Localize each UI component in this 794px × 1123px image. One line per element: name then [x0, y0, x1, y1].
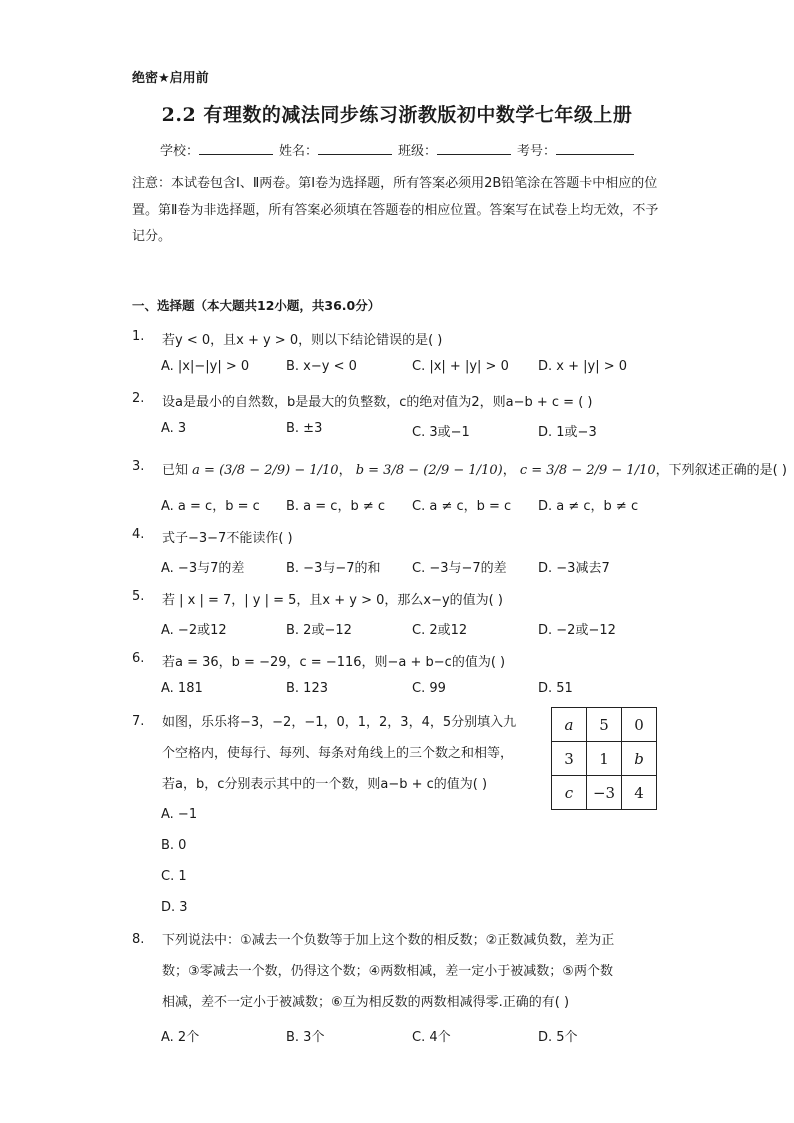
class-label: 班级：	[398, 144, 438, 159]
class-blank[interactable]	[437, 142, 511, 155]
option-b[interactable]: B. 3个	[286, 1030, 325, 1045]
option-b[interactable]: B. 0	[161, 838, 187, 853]
option-b[interactable]: B. ±3	[286, 421, 323, 436]
option-a[interactable]: A. −2或12	[161, 623, 227, 638]
option-c[interactable]: C. 99	[412, 681, 446, 696]
option-b[interactable]: B. a = c，b ≠ c	[286, 499, 386, 514]
exam-no-blank[interactable]	[556, 142, 634, 155]
question-stem: 已知 a = (3/8 − 2/9) − 1/10， b = 3/8 − (2/9 − 1/10)， c = 3/8 − 2/9 − 1/10，下列叙述正确的是( )	[162, 463, 787, 478]
stem-prefix: 已知	[162, 463, 189, 478]
question-7-stem	[162, 707, 516, 800]
option-c[interactable]: C. a ≠ c，b = c	[412, 499, 512, 514]
grid-cell: 1	[587, 742, 622, 776]
grid-cell: 3	[552, 742, 587, 776]
option-a[interactable]: A. −1	[161, 807, 198, 822]
question-stem: 设a是最小的自然数，b是最大的负整数，c的绝对值为2，则a−b + c = ( )	[162, 395, 593, 410]
name-blank[interactable]	[318, 142, 392, 155]
question-number: 1.	[132, 329, 145, 344]
grid-cell: a	[552, 708, 587, 742]
question-number: 4.	[132, 527, 145, 542]
option-b[interactable]: B. 123	[286, 681, 328, 696]
option-b[interactable]: B. 2或−12	[286, 623, 352, 638]
option-d[interactable]: D. −2或−12	[538, 623, 616, 638]
stem-line-2: 个空格内，使每行、每列、每条对角线上的三个数之和相等，	[162, 746, 514, 761]
formula-b: b = 3/8 − (2/9 − 1/10)	[355, 463, 503, 478]
option-c[interactable]: C. 4个	[412, 1030, 451, 1045]
student-info-line	[160, 140, 640, 159]
question-8-stem	[162, 925, 614, 1018]
option-b[interactable]: B. x−y < 0	[286, 359, 357, 374]
question-stem: 若 | x | = 7，| y | = 5，且x + y > 0，那么x−y的值为( )	[162, 593, 503, 608]
option-a[interactable]: A. −3与7的差	[161, 561, 245, 576]
grid-cell: 0	[622, 708, 657, 742]
question-number: 8.	[132, 932, 145, 947]
option-a[interactable]: A. a = c，b = c	[161, 499, 260, 514]
magic-square-grid	[551, 707, 657, 810]
option-c[interactable]: C. |x| + |y| > 0	[412, 359, 509, 374]
secret-label: 绝密★启用前	[132, 71, 209, 86]
option-c[interactable]: C. −3与−7的差	[412, 561, 507, 576]
option-a[interactable]: A. 2个	[161, 1030, 200, 1045]
question-stem: 若y < 0，且x + y > 0，则以下结论错误的是( )	[162, 333, 443, 348]
option-d[interactable]: D. 5个	[538, 1030, 578, 1045]
question-number: 3.	[132, 459, 145, 474]
question-number: 7.	[132, 714, 145, 729]
exam-no-label: 考号：	[517, 144, 557, 159]
school-blank[interactable]	[199, 142, 273, 155]
question-number: 5.	[132, 589, 145, 604]
option-a[interactable]: A. 181	[161, 681, 203, 696]
grid-cell: 5	[587, 708, 622, 742]
formula-c: c = 3/8 − 2/9 − 1/10	[519, 463, 656, 478]
option-d[interactable]: D. a ≠ c，b ≠ c	[538, 499, 639, 514]
option-d[interactable]: D. 51	[538, 681, 573, 696]
grid-cell: −3	[587, 776, 622, 810]
option-c[interactable]: C. 2或12	[412, 623, 468, 638]
option-d[interactable]: D. x + |y| > 0	[538, 359, 628, 374]
name-label: 姓名：	[279, 144, 319, 159]
option-d[interactable]: D. −3减去7	[538, 561, 610, 576]
option-d[interactable]: D. 3	[161, 900, 188, 915]
option-c[interactable]: C. 3或−1	[412, 425, 470, 440]
grid-cell: b	[622, 742, 657, 776]
stem-line-2: 数；③零减去一个数，仍得这个数；④两数相减，差一定小于被减数；⑤两个数	[162, 964, 613, 979]
option-a[interactable]: A. 3	[161, 421, 187, 436]
stem-line-1: 如图，乐乐将−3，−2，−1，0，1，2，3，4，5分别填入九	[162, 715, 517, 730]
option-b[interactable]: B. −3与−7的和	[286, 561, 381, 576]
option-c[interactable]: C. 1	[161, 869, 187, 884]
grid-cell: 4	[622, 776, 657, 810]
option-d[interactable]: D. 1或−3	[538, 425, 597, 440]
page-title: 2.2 有理数的减法同步练习浙教版初中数学七年级上册	[161, 104, 633, 126]
school-label: 学校：	[160, 144, 200, 159]
notice-text: 注意：本试卷包含Ⅰ、Ⅱ两卷。第Ⅰ卷为选择题，所有答案必须用2B铅笔涂在答题卡中相应的位置。第Ⅱ卷为非选择题，所有答案必须填在答题卷的相应位置。答案写在试卷上均无效，不予记分。	[132, 176, 659, 244]
question-stem: 式子−3−7不能读作( )	[162, 531, 293, 546]
stem-line-3: 相减，差不一定小于被减数；⑥互为相反数的两数相减得零.正确的有( )	[162, 995, 570, 1010]
section-title: 一、选择题（本大题共12小题，共36.0分）	[132, 298, 381, 313]
option-a[interactable]: A. |x|−|y| > 0	[161, 359, 250, 374]
formula-a: a = (3/8 − 2/9) − 1/10	[192, 463, 339, 478]
question-stem: 若a = 36，b = −29，c = −116，则−a + b−c的值为( )	[162, 655, 506, 670]
stem-suffix: ，下列叙述正确的是( )	[655, 463, 787, 478]
question-number: 6.	[132, 651, 145, 666]
stem-line-3: 若a，b，c分别表示其中的一个数，则a−b + c的值为( )	[162, 777, 488, 792]
question-number: 2.	[132, 391, 145, 406]
grid-cell: c	[552, 776, 587, 810]
stem-line-1: 下列说法中：①减去一个负数等于加上这个数的相反数；②正数减负数，差为正	[162, 933, 615, 948]
